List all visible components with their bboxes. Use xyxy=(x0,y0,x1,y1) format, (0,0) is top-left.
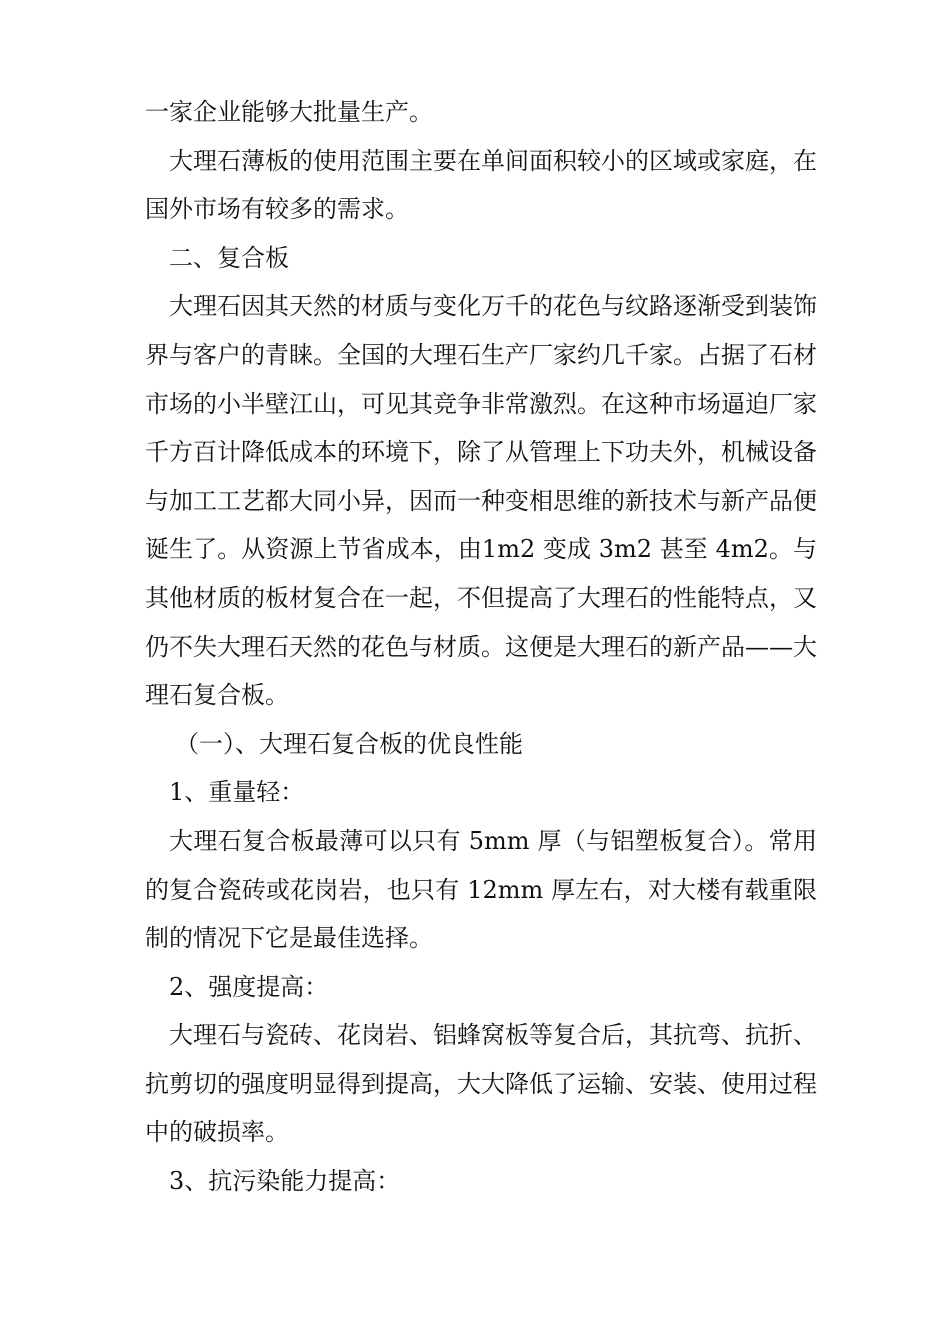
paragraph-strength: 大理石与瓷砖、花岗岩、铝蜂窝板等复合后，其抗弯、抗折、抗剪切的强度明显得到提高，大大降低了运输、安装、使用过程中的破损率。 xyxy=(145,1021,817,1147)
item-heading-light-weight: 1、重量轻： xyxy=(169,778,305,807)
subsection-heading-properties: （一）、大理石复合板的优良性能 xyxy=(175,729,523,758)
document-body xyxy=(145,88,817,1206)
paragraph-composite-intro: 大理石因其天然的材质与变化万千的花色与纹路逐渐受到装饰界与客户的青睐。全国的大理石生产厂家约几千家。占据了石材市场的小半壁江山，可见其竞争非常激烈。在这种市场逼迫厂家千方百计降低成本的环境下，除了从管理上下功夫外，机械设备与加工工艺都大同小异，因而一种变相思维的新技术与新产品便诞生了。从资源上节省成本，由1m2 变成 3m2 甚至 4m2。与其他材质的板材复合在一起，不但提高了大理石的性能特点，又仍不失大理石天然的花色与材质。这便是大理石的新产品——大理石复合板。 xyxy=(145,292,817,710)
item-heading-anti-pollution: 3、抗污染能力提高： xyxy=(169,1167,401,1196)
paragraph-thin-slab-usage: 大理石薄板的使用范围主要在单间面积较小的区域或家庭，在国外市场有较多的需求。 xyxy=(145,146,817,224)
paragraph-continuation: 一家企业能够大批量生产。 xyxy=(145,98,433,126)
paragraph-light-weight: 大理石复合板最薄可以只有 5mm 厚（与铝塑板复合）。常用的复合瓷砖或花岗岩，也只有 12mm 厚左右，对大楼有载重限制的情况下它是最佳选择。 xyxy=(145,826,817,953)
section-heading-composite-board: 二、复合板 xyxy=(169,243,289,272)
item-heading-strength: 2、强度提高： xyxy=(169,972,329,1001)
